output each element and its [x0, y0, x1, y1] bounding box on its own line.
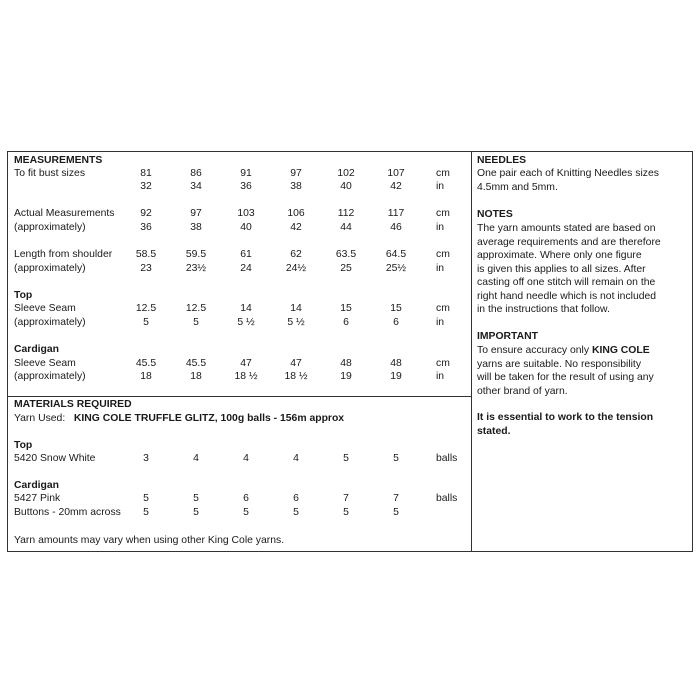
brand-name: KING COLE [591, 345, 650, 356]
measurement-value: 91 [240, 168, 252, 179]
measurement-value: 5 [193, 317, 199, 328]
section-divider [7, 396, 472, 397]
measurement-value: 18 ½ [234, 371, 258, 382]
important-line: will be taken for the result of using any [477, 372, 654, 383]
measurement-value: 25½ [385, 263, 407, 274]
measurement-label: Actual Measurements [14, 208, 115, 219]
measurement-value: 25 [340, 263, 352, 274]
measurement-value: 117 [387, 208, 405, 219]
measurement-value: 64.5 [385, 249, 407, 260]
material-label: 5420 Snow White [14, 453, 96, 464]
notes-line: in the instructions that follow. [477, 304, 610, 315]
material-value: 5 [293, 507, 299, 518]
measurement-value: 34 [190, 181, 202, 192]
notes-heading: NOTES [477, 209, 513, 220]
measurement-label: (approximately) [14, 317, 86, 328]
measurement-value: 44 [340, 222, 352, 233]
measurement-value: 59.5 [185, 249, 207, 260]
measurement-value: 5 ½ [287, 317, 305, 328]
material-value: 5 [143, 493, 149, 504]
material-value: 3 [143, 453, 149, 464]
material-value: 4 [193, 453, 199, 464]
measurement-label: Cardigan [14, 344, 60, 355]
important-line-1 [477, 345, 650, 357]
measurement-label: To fit bust sizes [14, 168, 86, 179]
measurement-value: 15 [390, 303, 402, 314]
material-label: Buttons - 20mm across [14, 507, 121, 518]
material-label: Cardigan [14, 480, 60, 491]
material-value: 5 [243, 507, 249, 518]
material-value: 5 [193, 493, 199, 504]
tension-line: stated. [477, 425, 511, 437]
measurement-value: 92 [140, 208, 152, 219]
needles-heading: NEEDLES [477, 155, 527, 166]
measurement-value: 112 [337, 208, 355, 219]
measurement-unit: in [436, 181, 445, 192]
measurement-value: 102 [337, 168, 355, 179]
material-unit: balls [436, 493, 458, 504]
material-value: 7 [343, 493, 349, 504]
measurement-value: 97 [290, 168, 302, 179]
materials-footer: Yarn amounts may vary when using other King Cole yarns. [14, 535, 285, 546]
measurement-value: 12.5 [135, 303, 157, 314]
materials-heading: MATERIALS REQUIRED [14, 399, 132, 410]
measurement-unit: in [436, 371, 445, 382]
measurement-value: 32 [140, 181, 152, 192]
yarn-used-label: Yarn Used: [14, 413, 66, 424]
measurement-label: (approximately) [14, 263, 86, 274]
measurement-unit: cm [436, 168, 450, 179]
measurement-unit: in [436, 222, 445, 233]
measurement-value: 58.5 [135, 249, 157, 260]
material-value: 6 [293, 493, 299, 504]
measurement-value: 86 [190, 168, 202, 179]
column-divider [471, 151, 472, 552]
measurement-value: 63.5 [335, 249, 357, 260]
tension-line: It is essential to work to the tension [477, 412, 654, 423]
measurement-value: 38 [290, 181, 302, 192]
measurement-value: 23 [140, 263, 152, 274]
measurement-value: 14 [290, 303, 302, 314]
notes-line: The yarn amounts stated are based on [477, 223, 656, 234]
measurement-unit: cm [436, 358, 450, 369]
notes-line: casting off one stitch will remain on the [477, 277, 656, 288]
measurement-value: 107 [387, 168, 405, 179]
measurement-value: 18 [190, 371, 202, 382]
material-value: 5 [343, 507, 349, 518]
measurement-value: 103 [237, 208, 255, 219]
notes-line: average requirements and are therefore [477, 236, 661, 248]
measurement-unit: cm [436, 249, 450, 260]
measurement-value: 19 [390, 371, 402, 382]
important-line: other brand of yarn. [477, 385, 568, 397]
measurement-label: (approximately) [14, 371, 86, 382]
measurement-value: 47 [240, 358, 252, 369]
material-label: 5427 Pink [14, 493, 61, 504]
measurement-value: 42 [290, 222, 302, 233]
yarn-used-value: KING COLE TRUFFLE GLITZ, 100g balls - 156m approx [73, 413, 345, 424]
measurement-value: 47 [290, 358, 302, 369]
measurement-unit: cm [436, 303, 450, 314]
needles-line: One pair each of Knitting Needles sizes [477, 168, 659, 179]
material-label: Top [14, 440, 33, 451]
measurement-value: 46 [390, 222, 402, 233]
notes-line: approximate. Where only one figure [477, 250, 642, 261]
measurement-value: 14 [240, 303, 252, 314]
material-value: 4 [293, 453, 299, 464]
measurement-unit: in [436, 317, 445, 328]
measurement-unit: in [436, 263, 445, 274]
measurement-value: 12.5 [185, 303, 207, 314]
measurement-label: Length from shoulder [14, 249, 113, 260]
material-value: 4 [243, 453, 249, 464]
measurement-label: Sleeve Seam [14, 358, 76, 369]
measurement-value: 61 [240, 249, 252, 260]
measurement-value: 40 [340, 181, 352, 192]
material-unit: balls [436, 453, 458, 464]
material-value: 5 [393, 507, 399, 518]
material-value: 5 [143, 507, 149, 518]
measurement-value: 6 [393, 317, 399, 328]
measurement-label: (approximately) [14, 222, 86, 233]
measurement-value: 19 [340, 371, 352, 382]
measurement-value: 48 [390, 358, 402, 369]
measurement-value: 23½ [185, 263, 207, 274]
material-value: 5 [343, 453, 349, 464]
measurement-value: 48 [340, 358, 352, 369]
important-heading: IMPORTANT [477, 331, 538, 342]
measurements-heading: MEASUREMENTS [14, 155, 103, 166]
needles-line: 4.5mm and 5mm. [477, 181, 558, 193]
measurement-value: 45.5 [185, 358, 207, 369]
measurement-value: 62 [290, 249, 302, 260]
material-value: 6 [243, 493, 249, 504]
material-value: 5 [393, 453, 399, 464]
measurement-value: 6 [343, 317, 349, 328]
measurement-value: 18 ½ [284, 371, 308, 382]
measurement-value: 38 [190, 222, 202, 233]
measurement-value: 15 [340, 303, 352, 314]
measurement-unit: cm [436, 208, 450, 219]
measurement-label: Top [14, 290, 33, 301]
measurement-value: 106 [287, 208, 305, 219]
measurement-value: 42 [390, 181, 402, 192]
measurement-value: 24½ [285, 263, 307, 274]
measurement-value: 97 [190, 208, 202, 219]
measurement-value: 5 ½ [237, 317, 255, 328]
notes-line: right hand needle which is not included [477, 290, 657, 302]
important-line: yarns are suitable. No responsibility [477, 358, 642, 370]
material-value: 7 [393, 493, 399, 504]
measurement-value: 36 [140, 222, 152, 233]
measurement-label: Sleeve Seam [14, 303, 76, 314]
yarn-used-line [14, 413, 344, 425]
important-line-1-text: To ensure accuracy only [477, 345, 592, 356]
notes-line: is given this applies to all sizes. After [477, 263, 646, 275]
measurement-value: 5 [143, 317, 149, 328]
measurement-value: 24 [240, 263, 252, 274]
measurement-value: 18 [140, 371, 152, 382]
measurement-value: 81 [140, 168, 152, 179]
measurement-value: 36 [240, 181, 252, 192]
measurement-value: 40 [240, 222, 252, 233]
material-value: 5 [193, 507, 199, 518]
measurement-value: 45.5 [135, 358, 157, 369]
